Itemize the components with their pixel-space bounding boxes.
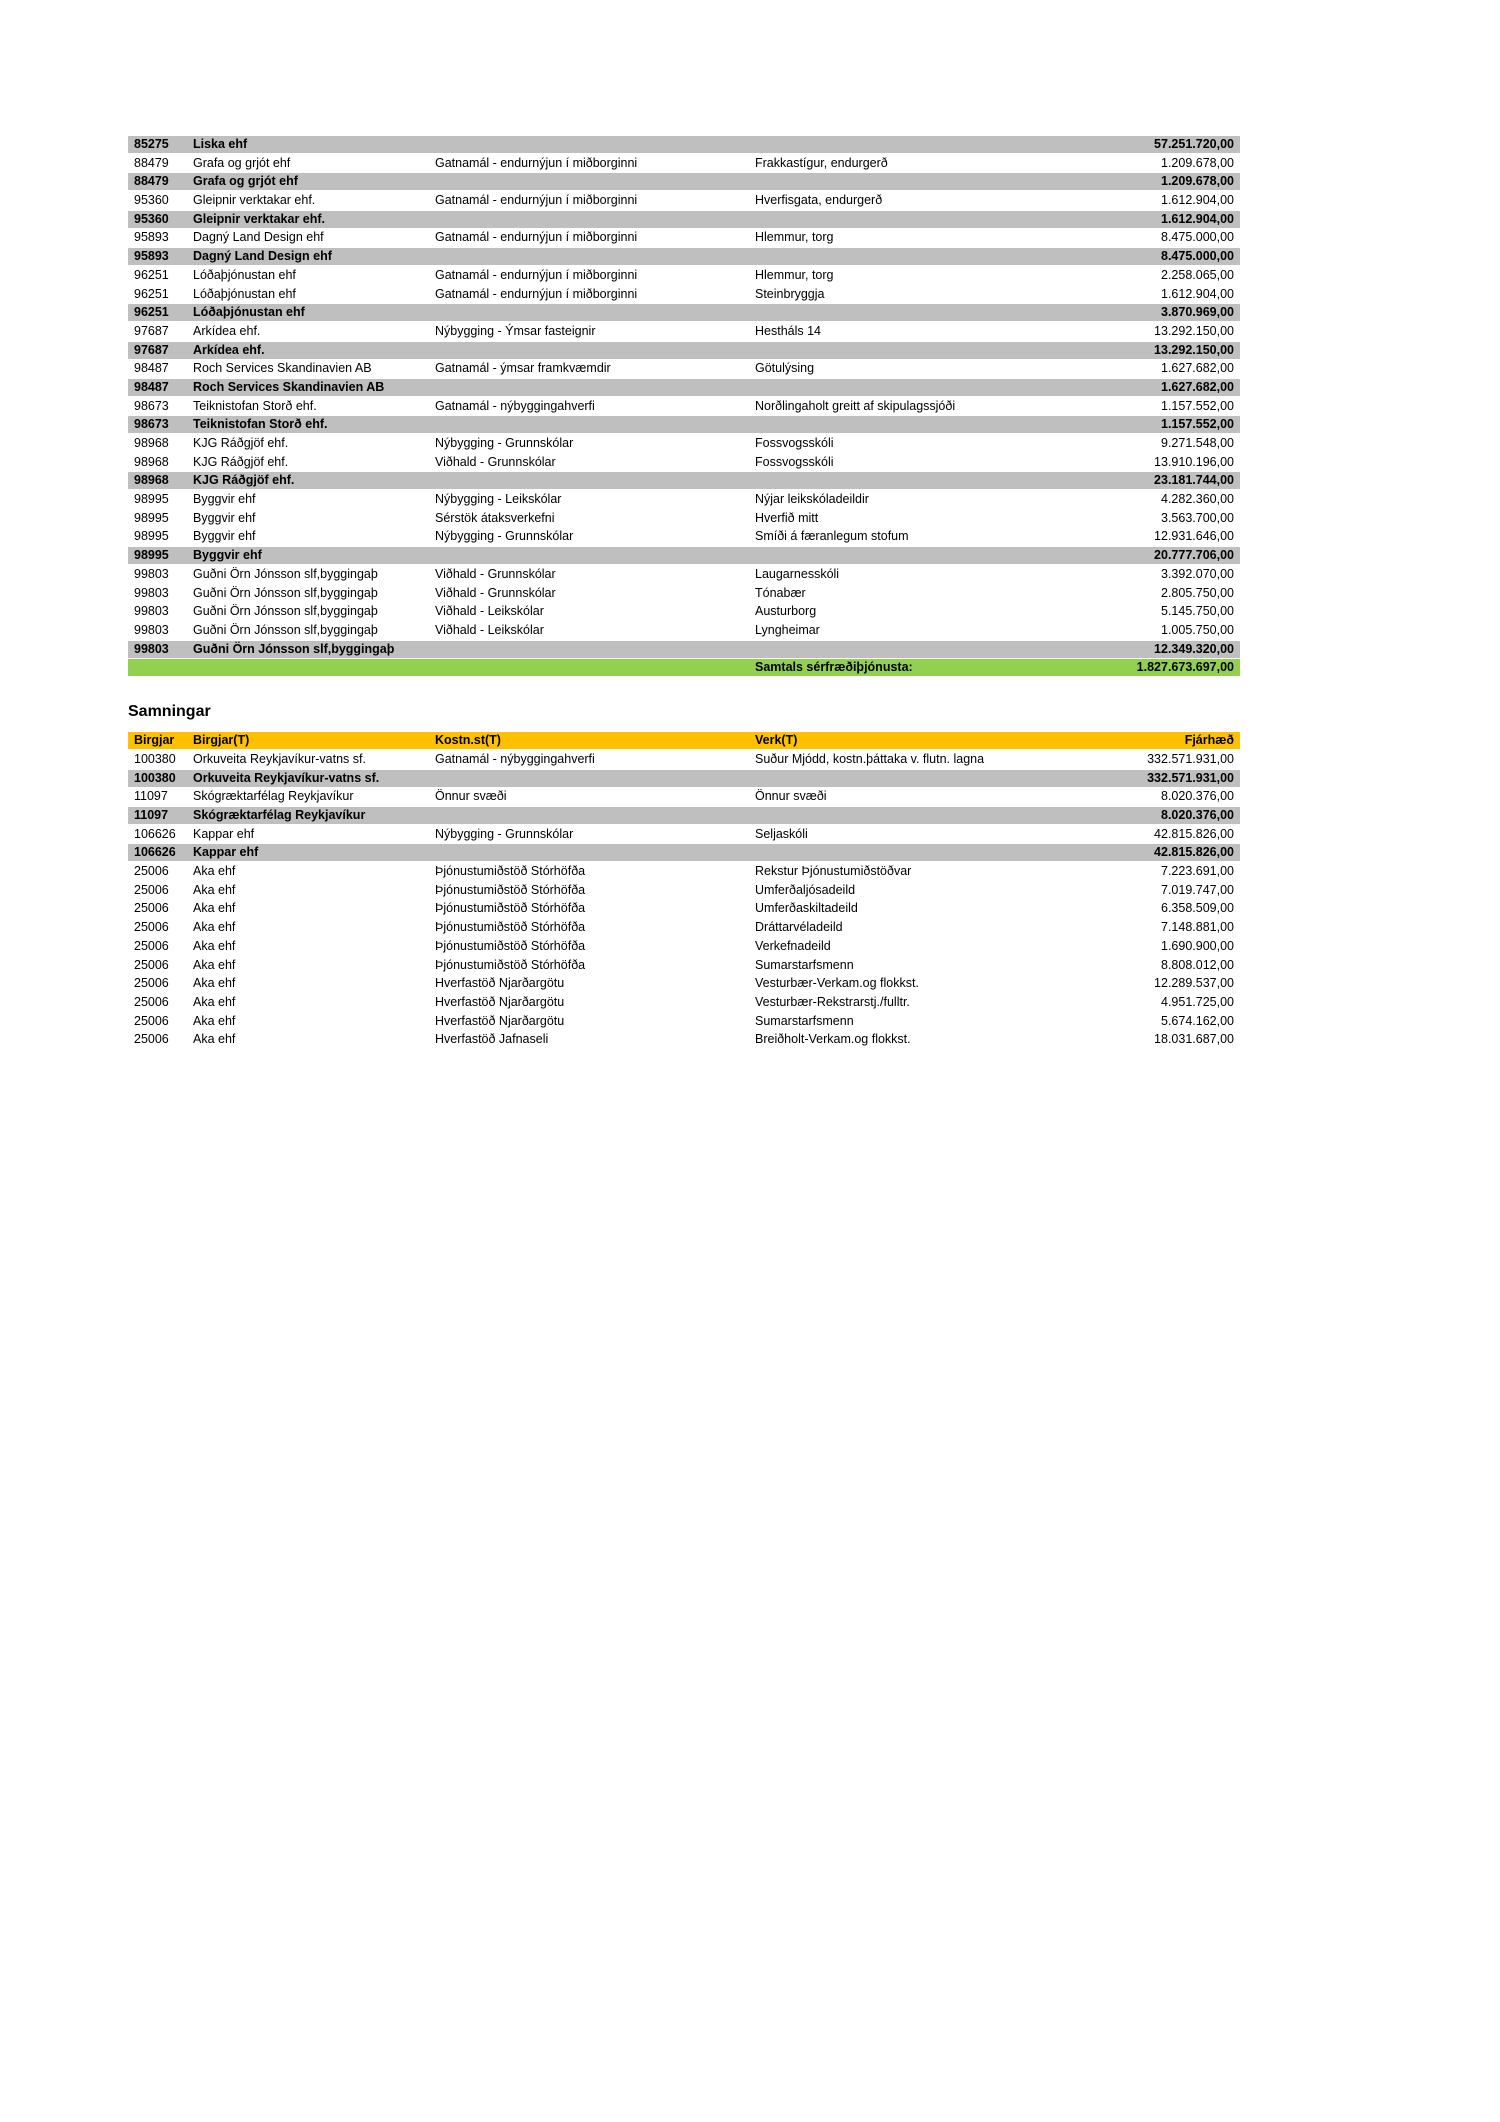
cell-birgjar: 25006 (134, 882, 169, 897)
cell-birgjar-t (193, 659, 435, 676)
cell-birgjar-t: Kappar ehf (193, 826, 255, 841)
cell-fjarhaed: 8.808.012,00 (1161, 957, 1234, 972)
cell-kostnst: Viðhald - Leikskólar (435, 622, 544, 637)
cell-kostnst: Sérstök átaksverkefni (435, 510, 555, 525)
cell-fjarhaed: 20.777.706,00 (1154, 548, 1234, 563)
cell-birgjar: 100380 (134, 751, 176, 766)
cell-fjarhaed: 12.931.646,00 (1154, 529, 1234, 544)
subtotal-row (128, 641, 1240, 658)
cell-kostnst: Viðhald - Grunnskólar (435, 585, 556, 600)
cell-birgjar-t: Aka ehf (193, 901, 236, 916)
cell-kostnst: Viðhald - Leikskólar (435, 604, 544, 619)
cell-kostnst: Þjónustumiðstöð Stórhöfða (435, 938, 586, 953)
subtotal-row (128, 770, 1240, 787)
cell-fjarhaed: 3.563.700,00 (1161, 510, 1234, 525)
cell-birgjar: 99803 (134, 566, 169, 581)
table-row (128, 510, 1240, 527)
cell-birgjar: 88479 (134, 174, 169, 189)
cell-birgjar-t: Dagný Land Design ehf (193, 249, 332, 264)
cell-birgjar: 98995 (134, 492, 169, 507)
cell-birgjar: 99803 (134, 585, 169, 600)
cell-birgjar: 95893 (134, 230, 169, 245)
header-verk: Verk(T) (755, 733, 798, 748)
cell-birgjar: 98968 (134, 473, 169, 488)
cell-kostnst: Þjónustumiðstöð Stórhöfða (435, 901, 586, 916)
table-row (128, 398, 1240, 415)
cell-birgjar-t: Guðni Örn Jónsson slf,byggingaþ (193, 566, 378, 581)
table-row (128, 323, 1240, 340)
table-row (128, 435, 1240, 452)
cell-verk: Suður Mjódd, kostn.þáttaka v. flutn. lagna (755, 751, 985, 766)
cell-birgjar: 25006 (134, 957, 169, 972)
cell-verk: Verkefnadeild (755, 938, 831, 953)
cell-kostnst (435, 659, 755, 676)
cell-fjarhaed: 332.571.931,00 (1147, 751, 1234, 766)
cell-fjarhaed: 6.358.509,00 (1161, 901, 1234, 916)
cell-fjarhaed: 2.258.065,00 (1161, 267, 1234, 282)
cell-verk: Umferðaljósadeild (755, 882, 856, 897)
cell-birgjar: 98673 (134, 398, 169, 413)
cell-fjarhaed: 1.209.678,00 (1161, 174, 1234, 189)
cell-birgjar (128, 659, 193, 676)
table-row (128, 360, 1240, 377)
cell-kostnst: Nýbygging - Grunnskólar (435, 529, 574, 544)
cell-birgjar-t: Roch Services Skandinavien AB (193, 361, 372, 376)
cell-verk (755, 173, 1090, 190)
cell-kostnst: Hverfastöð Jafnaseli (435, 1032, 549, 1047)
table-row (128, 994, 1240, 1011)
cell-fjarhaed: 3.870.969,00 (1161, 305, 1234, 320)
cell-fjarhaed: 8.475.000,00 (1161, 249, 1234, 264)
cell-verk: Austurborg (755, 604, 817, 619)
cell-fjarhaed: 8.475.000,00 (1161, 230, 1234, 245)
table-row (128, 751, 1240, 768)
cell-birgjar-t: Guðni Örn Jónsson slf,byggingaþ (193, 585, 378, 600)
cell-fjarhaed: 7.148.881,00 (1161, 920, 1234, 935)
cell-verk (755, 136, 1090, 153)
cell-birgjar-t: Gleipnir verktakar ehf. (193, 193, 316, 208)
table-row (128, 585, 1240, 602)
cell-fjarhaed: 332.571.931,00 (1147, 770, 1234, 785)
cell-kostnst (435, 136, 755, 153)
cell-birgjar: 98673 (134, 417, 169, 432)
table-row (128, 267, 1240, 284)
cell-fjarhaed: 1.157.552,00 (1161, 398, 1234, 413)
cell-verk: Seljaskóli (755, 826, 808, 841)
cell-fjarhaed: 4.951.725,00 (1161, 994, 1234, 1009)
table-row (128, 155, 1240, 172)
cell-fjarhaed: 42.815.826,00 (1154, 826, 1234, 841)
cell-birgjar: 25006 (134, 864, 169, 879)
cell-kostnst (435, 472, 755, 489)
cell-kostnst (435, 770, 755, 787)
cell-birgjar: 25006 (134, 994, 169, 1009)
table-row (128, 975, 1240, 992)
cell-verk (755, 641, 1090, 658)
cell-verk (755, 807, 1090, 824)
cell-birgjar: 98968 (134, 454, 169, 469)
cell-kostnst (435, 641, 755, 658)
cell-birgjar-t: Byggvir ehf (193, 510, 256, 525)
cell-birgjar-t: Aka ehf (193, 1013, 236, 1028)
cell-birgjar-t: Kappar ehf (193, 845, 259, 860)
subtotal-row (128, 379, 1240, 396)
cell-birgjar: 25006 (134, 1013, 169, 1028)
cell-verk: Vesturbær-Rekstrarstj./fulltr. (755, 994, 910, 1009)
cell-kostnst (435, 844, 755, 861)
cell-kostnst (435, 304, 755, 321)
cell-birgjar: 98995 (134, 510, 169, 525)
cell-birgjar: 25006 (134, 1032, 169, 1047)
cell-kostnst: Önnur svæði (435, 789, 507, 804)
cell-birgjar: 99803 (134, 604, 169, 619)
subtotal-row (128, 248, 1240, 265)
cell-kostnst: Gatnamál - nýbyggingahverfi (435, 751, 595, 766)
cell-fjarhaed: 13.292.150,00 (1154, 342, 1234, 357)
cell-fjarhaed: 18.031.687,00 (1154, 1032, 1234, 1047)
cell-fjarhaed: 1.612.904,00 (1161, 211, 1234, 226)
cell-fjarhaed: 3.392.070,00 (1161, 566, 1234, 581)
cell-birgjar-t: Arkídea ehf. (193, 342, 265, 357)
cell-birgjar: 11097 (134, 789, 168, 804)
cell-birgjar-t: Aka ehf (193, 864, 236, 879)
table-row (128, 603, 1240, 620)
cell-birgjar: 96251 (134, 305, 169, 320)
cell-birgjar: 95360 (134, 211, 169, 226)
cell-fjarhaed: 7.019.747,00 (1161, 882, 1234, 897)
cell-birgjar: 98487 (134, 379, 169, 394)
section-title-samningar: Samningar (128, 703, 211, 721)
cell-birgjar: 25006 (134, 920, 169, 935)
table-row (128, 957, 1240, 974)
cell-verk: Umferðaskiltadeild (755, 901, 858, 916)
cell-fjarhaed: 4.282.360,00 (1161, 492, 1234, 507)
cell-fjarhaed: 8.020.376,00 (1161, 808, 1234, 822)
cell-kostnst: Gatnamál - nýbyggingahverfi (435, 398, 595, 413)
cell-verk: Norðlingaholt greitt af skipulagssjóði (755, 398, 956, 413)
cell-fjarhaed: 5.145.750,00 (1161, 604, 1234, 619)
cell-verk: Götulýsing (755, 361, 815, 376)
cell-birgjar-t: Teiknistofan Storð ehf. (193, 398, 317, 413)
cell-fjarhaed: 12.289.537,00 (1154, 976, 1234, 991)
header-birgjar-t: Birgjar(T) (193, 733, 250, 748)
cell-kostnst: Gatnamál - ýmsar framkvæmdir (435, 361, 611, 376)
cell-fjarhaed: 57.251.720,00 (1154, 137, 1234, 151)
cell-fjarhaed: 1.690.900,00 (1161, 938, 1234, 953)
cell-birgjar-t: Lóðaþjónustan ehf (193, 286, 296, 301)
cell-birgjar: 98995 (134, 548, 169, 563)
cell-kostnst: Viðhald - Grunnskólar (435, 454, 556, 469)
table-row (128, 1031, 1240, 1048)
cell-kostnst (435, 173, 755, 190)
cell-verk (755, 379, 1090, 396)
cell-verk: Steinbryggja (755, 286, 825, 301)
cell-fjarhaed: 23.181.744,00 (1154, 473, 1234, 488)
cell-verk: Tónabær (755, 585, 806, 600)
cell-birgjar: 99803 (134, 622, 169, 637)
cell-verk (755, 472, 1090, 489)
table-row (128, 826, 1240, 843)
cell-kostnst: Gatnamál - endurnýjun í miðborginni (435, 286, 638, 301)
cell-birgjar-t: Aka ehf (193, 994, 236, 1009)
cell-fjarhaed: 1.005.750,00 (1161, 622, 1234, 637)
cell-birgjar-t: Byggvir ehf (193, 492, 256, 507)
cell-birgjar-t: Dagný Land Design ehf (193, 230, 324, 245)
cell-birgjar: 95893 (134, 249, 169, 264)
table-row (128, 192, 1240, 209)
cell-kostnst: Þjónustumiðstöð Stórhöfða (435, 957, 586, 972)
cell-verk: Rekstur Þjónustumiðstöðvar (755, 864, 912, 879)
cell-kostnst: Nýbygging - Grunnskólar (435, 436, 574, 450)
cell-verk: Lyngheimar (755, 622, 820, 637)
cell-fjarhaed: 13.292.150,00 (1154, 323, 1234, 338)
table-row (128, 528, 1240, 545)
table-row (128, 454, 1240, 471)
cell-birgjar-t: KJG Ráðgjöf ehf. (193, 436, 289, 450)
cell-fjarhaed: 13.910.196,00 (1154, 454, 1234, 469)
cell-verk (755, 844, 1090, 861)
cell-verk (755, 248, 1090, 265)
table-row (128, 286, 1240, 303)
cell-birgjar-t: Skógræktarfélag Reykjavíkur (193, 808, 366, 822)
cell-kostnst (435, 547, 755, 564)
cell-kostnst: Gatnamál - endurnýjun í miðborginni (435, 193, 638, 208)
subtotal-row (128, 844, 1240, 861)
cell-fjarhaed: 1.612.904,00 (1161, 286, 1234, 301)
cell-birgjar: 97687 (134, 342, 169, 357)
cell-birgjar: 98995 (134, 529, 169, 544)
cell-birgjar: 25006 (134, 976, 169, 991)
cell-birgjar-t: KJG Ráðgjöf ehf. (193, 473, 295, 488)
cell-verk: Breiðholt-Verkam.og flokkst. (755, 1032, 911, 1047)
cell-birgjar-t: Aka ehf (193, 976, 236, 991)
cell-birgjar: 95360 (134, 193, 169, 208)
cell-birgjar-t: Grafa og grjót ehf (193, 174, 298, 189)
cell-birgjar-t: Gleipnir verktakar ehf. (193, 211, 326, 226)
table-row (128, 863, 1240, 880)
subtotal-row (128, 211, 1240, 228)
cell-birgjar-t: Aka ehf (193, 882, 236, 897)
samningar-table (128, 732, 1240, 1048)
cell-birgjar: 88479 (134, 155, 169, 170)
cell-fjarhaed: 1.627.682,00 (1161, 379, 1234, 394)
cell-birgjar-t: Liska ehf (193, 137, 248, 151)
header-fjarhaed: Fjárhæð (1184, 733, 1234, 748)
cell-kostnst (435, 248, 755, 265)
cell-birgjar: 97687 (134, 323, 169, 338)
cell-kostnst (435, 807, 755, 824)
cell-birgjar-t: Roch Services Skandinavien AB (193, 379, 385, 394)
table-row (128, 566, 1240, 583)
cell-birgjar-t: Guðni Örn Jónsson slf,byggingaþ (193, 641, 395, 656)
cell-kostnst (435, 342, 755, 359)
subtotal-row (128, 136, 1240, 153)
cell-verk: Hverfisgata, endurgerð (755, 193, 883, 208)
cell-verk: Hestháls 14 (755, 323, 822, 338)
subtotal-row (128, 173, 1240, 190)
cell-birgjar: 85275 (134, 137, 169, 151)
cell-kostnst: Gatnamál - endurnýjun í miðborginni (435, 267, 638, 282)
cell-kostnst: Gatnamál - endurnýjun í miðborginni (435, 155, 638, 170)
cell-birgjar: 25006 (134, 938, 169, 953)
cell-verk: Fossvogsskóli (755, 454, 834, 469)
cell-verk (755, 211, 1090, 228)
cell-verk: Dráttarvéladeild (755, 920, 843, 935)
cell-birgjar-t: Arkídea ehf. (193, 323, 261, 338)
table-row (128, 1013, 1240, 1030)
cell-kostnst: Nýbygging - Grunnskólar (435, 826, 574, 841)
cell-fjarhaed: 1.157.552,00 (1161, 417, 1234, 432)
cell-kostnst: Þjónustumiðstöð Stórhöfða (435, 920, 586, 935)
cell-verk: Sumarstarfsmenn (755, 1013, 854, 1028)
cell-birgjar-t: Byggvir ehf (193, 529, 256, 544)
cell-birgjar-t: Lóðaþjónustan ehf (193, 305, 305, 320)
cell-fjarhaed: 7.223.691,00 (1161, 864, 1234, 879)
cell-verk: Samtals sérfræðiþjónusta: (755, 660, 913, 675)
cell-birgjar: 96251 (134, 286, 169, 301)
subtotal-row (128, 342, 1240, 359)
table-row (128, 229, 1240, 246)
cell-birgjar-t: Lóðaþjónustan ehf (193, 267, 296, 282)
cell-fjarhaed: 1.627.682,00 (1161, 361, 1234, 376)
table-row (128, 788, 1240, 805)
cell-verk (755, 342, 1090, 359)
cell-kostnst (435, 416, 755, 433)
cell-verk (755, 547, 1090, 564)
table-row (128, 491, 1240, 508)
cell-birgjar: 96251 (134, 267, 169, 282)
cell-birgjar-t: Aka ehf (193, 1032, 236, 1047)
subtotal-row (128, 547, 1240, 564)
cell-fjarhaed: 5.674.162,00 (1161, 1013, 1234, 1028)
cell-birgjar: 98968 (134, 436, 169, 450)
report-page (128, 136, 1240, 1050)
cell-kostnst: Viðhald - Grunnskólar (435, 566, 556, 581)
cell-birgjar-t: Guðni Örn Jónsson slf,byggingaþ (193, 604, 378, 619)
cell-fjarhaed: 1.827.673.697,00 (1136, 660, 1234, 675)
cell-fjarhaed: 2.805.750,00 (1161, 585, 1234, 600)
cell-birgjar-t: Aka ehf (193, 938, 236, 953)
cell-verk: Vesturbær-Verkam.og flokkst. (755, 976, 919, 991)
cell-birgjar: 100380 (134, 770, 176, 785)
cell-kostnst: Hverfastöð Njarðargötu (435, 976, 565, 991)
cell-birgjar-t: Byggvir ehf (193, 548, 262, 563)
cell-birgjar-t: Orkuveita Reykjavíkur-vatns sf. (193, 770, 380, 785)
cell-verk (755, 416, 1090, 433)
cell-kostnst: Hverfastöð Njarðargötu (435, 994, 565, 1009)
header-birgjar: Birgjar (134, 733, 175, 748)
table-row (128, 622, 1240, 639)
cell-kostnst (435, 211, 755, 228)
table-row (128, 938, 1240, 955)
subtotal-row (128, 304, 1240, 321)
cell-birgjar: 98487 (134, 361, 169, 376)
subtotal-row (128, 807, 1240, 824)
cell-fjarhaed: 1.209.678,00 (1161, 155, 1234, 170)
table-row (128, 900, 1240, 917)
cell-birgjar-t: Guðni Örn Jónsson slf,byggingaþ (193, 622, 378, 637)
cell-fjarhaed: 9.271.548,00 (1161, 436, 1234, 450)
cell-verk: Önnur svæði (755, 789, 827, 804)
cell-birgjar: 11097 (134, 808, 169, 822)
cell-fjarhaed: 1.612.904,00 (1161, 193, 1234, 208)
table-row (128, 882, 1240, 899)
cell-birgjar-t: KJG Ráðgjöf ehf. (193, 454, 289, 469)
cell-verk: Frakkastígur, endurgerð (755, 155, 888, 170)
cell-verk (755, 770, 1090, 787)
cell-birgjar: 106626 (134, 826, 176, 841)
cell-kostnst: Hverfastöð Njarðargötu (435, 1013, 565, 1028)
cell-kostnst: Þjónustumiðstöð Stórhöfða (435, 864, 586, 879)
cell-kostnst: Þjónustumiðstöð Stórhöfða (435, 882, 586, 897)
cell-birgjar-t: Aka ehf (193, 957, 236, 972)
cell-birgjar-t: Skógræktarfélag Reykjavíkur (193, 789, 354, 804)
cell-kostnst: Nýbygging - Leikskólar (435, 492, 562, 507)
cell-birgjar-t: Orkuveita Reykjavíkur-vatns sf. (193, 751, 366, 766)
cell-verk: Hlemmur, torg (755, 230, 834, 245)
cell-birgjar: 25006 (134, 901, 169, 916)
total-row (128, 659, 1240, 676)
cell-kostnst: Gatnamál - endurnýjun í miðborginni (435, 230, 638, 245)
cell-verk: Laugarnesskóli (755, 566, 840, 581)
cell-birgjar-t: Teiknistofan Storð ehf. (193, 417, 328, 432)
cell-fjarhaed: 12.349.320,00 (1154, 641, 1234, 656)
cell-kostnst (435, 379, 755, 396)
subtotal-row (128, 472, 1240, 489)
cell-birgjar-t: Aka ehf (193, 920, 236, 935)
cell-verk: Hlemmur, torg (755, 267, 834, 282)
table-header-row (128, 732, 1240, 749)
cell-verk: Fossvogsskóli (755, 436, 834, 450)
cell-verk: Hverfið mitt (755, 510, 819, 525)
cell-verk (755, 304, 1090, 321)
cell-birgjar-t: Grafa og grjót ehf (193, 155, 291, 170)
specialist-services-table (128, 136, 1240, 676)
cell-birgjar: 106626 (134, 845, 176, 860)
cell-birgjar: 99803 (134, 641, 169, 656)
cell-verk: Nýjar leikskóladeildir (755, 492, 869, 507)
cell-fjarhaed: 8.020.376,00 (1161, 789, 1234, 804)
cell-verk: Smíði á færanlegum stofum (755, 529, 909, 544)
cell-kostnst: Nýbygging - Ýmsar fasteignir (435, 323, 596, 338)
cell-fjarhaed: 42.815.826,00 (1154, 845, 1234, 860)
cell-verk: Sumarstarfsmenn (755, 957, 854, 972)
subtotal-row (128, 416, 1240, 433)
table-row (128, 919, 1240, 936)
header-kostnst: Kostn.st(T) (435, 733, 501, 748)
